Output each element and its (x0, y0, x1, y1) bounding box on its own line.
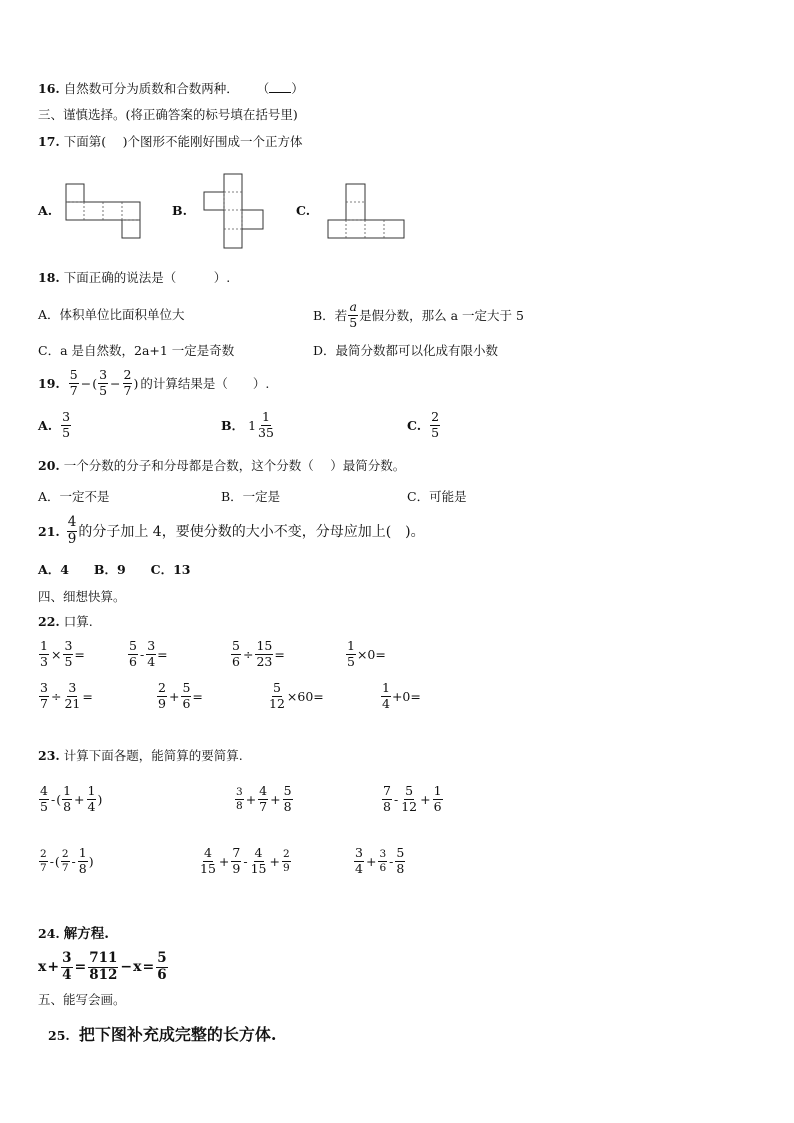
q19-option-a: A. $\frac{3}{5}$ (38, 409, 71, 440)
q18-option-b (313, 301, 524, 329)
q16-number: 16. (38, 81, 60, 96)
q22-item-1: $\frac{1}{3}$ × $\frac{3}{5}$ = (40, 638, 85, 669)
q19-number: 19. (38, 375, 60, 391)
q19-rparen: ) (133, 375, 139, 391)
q21-text: 的分子加上 4，要使分数的大小不变，分母应加上( )。 (78, 524, 425, 540)
q25-number: 25. (48, 1028, 70, 1043)
q21-options: A．4 B．9 C．13 (38, 562, 191, 577)
q17-label-c: C. (296, 203, 311, 218)
q25-line (48, 1022, 276, 1045)
q16-line (38, 81, 304, 97)
q20-line (38, 458, 405, 474)
q21-line (38, 516, 425, 546)
q20-text: 一个分数的分子和分母都是合数，这个分数（ ）最简分数。 (63, 458, 406, 473)
q20-option-c: C．可能是 (407, 489, 467, 504)
q16-answer-blank[interactable] (269, 81, 291, 93)
q23-title: 计算下面各题，能简算的要简算. (63, 748, 243, 763)
q23-item-3: $\frac{7}{8}$ - $\frac{5}{12}$ + $\frac{1}{6}$ (383, 783, 442, 814)
q23-item-5: $\frac{4}{15}$ + $\frac{7}{9}$ - $\frac{4}{15}$ + $\frac{2}{9}$ (200, 845, 290, 876)
q19-minus-1: − (80, 375, 92, 391)
q19-frac-1: $\frac{5}{7}$ (69, 367, 78, 398)
q23-number: 23. (38, 748, 60, 763)
q24-line (38, 926, 109, 942)
q18-b-num: a (349, 299, 357, 314)
q22-item-7: $\frac{5}{12}$ ×60= (269, 680, 324, 711)
q19-line (38, 369, 269, 397)
q19-frac-3: $\frac{2}{7}$ (123, 367, 132, 398)
q18-b-fraction (348, 301, 358, 329)
section4-title: 四、细想快算。 (38, 589, 126, 604)
q16-text: 自然数可分为质数和合数两种． (63, 81, 239, 96)
q18-b-suffix: 是假分数，那么 a 一定大于 5 (359, 308, 524, 323)
q18-text: 下面正确的说法是（ ）. (63, 270, 231, 285)
q25-text: 把下图补充成完整的长方体. (78, 1025, 277, 1044)
q20-number: 20. (38, 458, 60, 473)
q22-item-8: $\frac{1}{4}$ +0= (382, 680, 421, 711)
q22-item-3: $\frac{5}{6}$ ÷ $\frac{15}{23}$ = (232, 638, 285, 669)
q17-net-b (202, 172, 268, 252)
q19-option-c: C. $\frac{2}{5}$ (407, 409, 440, 440)
q16-paren-close: ） (291, 81, 304, 96)
q18-number: 18. (38, 270, 60, 285)
q19-option-b: B． 1 $\frac{1}{35}$ (221, 409, 274, 440)
q19-minus-2: − (110, 375, 121, 391)
section5-title: 五、能写会画。 (38, 992, 126, 1007)
q21-frac: $\frac{4}{9}$ (67, 514, 77, 547)
q22-item-6: $\frac{2}{9}$ + $\frac{5}{6}$ = (158, 680, 203, 711)
q17-label-a: A. (38, 203, 53, 218)
q19-lparen: ( (92, 375, 98, 391)
q17-number: 17. (38, 134, 60, 149)
q18-b-den: 5 (349, 314, 358, 330)
q24-number: 24. (38, 926, 60, 941)
q17-text: 下面第( )个图形不能刚好围成一个正方体 (63, 134, 303, 149)
q22-item-5: $\frac{3}{7}$ ÷ $\frac{3}{21}$ = (40, 680, 93, 711)
q23-item-4: $\frac{2}{7}$ - ( $\frac{2}{7}$ - $\frac{1}{8}$ ) (40, 845, 94, 876)
q18-line (38, 270, 230, 286)
q17-net-a (64, 182, 144, 240)
q17-net-c (326, 182, 408, 242)
q23-line (38, 748, 243, 764)
q24-title: 解方程. (63, 926, 109, 942)
q17-label-b: B. (172, 203, 187, 218)
q16-paren-open: （ (256, 81, 270, 96)
q19-frac-2: $\frac{3}{5}$ (99, 367, 108, 398)
q22-item-2: $\frac{5}{6}$ - $\frac{3}{4}$ = (129, 638, 168, 669)
q22-item-4: $\frac{1}{5}$ ×0= (347, 638, 386, 669)
q19-suffix: 的计算结果是（ ）. (140, 376, 270, 391)
q23-item-1: $\frac{4}{5}$ - ( $\frac{1}{8}$ + $\frac{1}{4}$ ) (40, 783, 103, 814)
q20-option-b: B．一定是 (221, 489, 281, 504)
q23-item-2: $\frac{3}{8}$ + $\frac{4}{7}$ + $\frac{5}{8}$ (236, 783, 292, 814)
section3-title: 三、谨慎选择。(将正确答案的标号填在括号里) (38, 107, 298, 122)
q18-option-d: D．最简分数都可以化成有限小数 (313, 343, 499, 358)
q23-item-6: $\frac{3}{4}$ + $\frac{3}{6}$ - $\frac{5}{8}$ (355, 845, 405, 876)
q22-number: 22. (38, 614, 60, 629)
q18-option-a: A．体积单位比面积单位大 (38, 307, 185, 322)
q19-c-frac: $\frac{2}{5}$ (431, 409, 440, 440)
q18-option-c: C．a 是自然数，2a+1 一定是奇数 (38, 343, 235, 358)
q17-line (38, 134, 302, 150)
q19-b-whole: 1 (248, 417, 257, 433)
q22-line (38, 614, 93, 630)
q19-a-frac: $\frac{3}{5}$ (62, 409, 71, 440)
q21-number: 21. (38, 523, 60, 539)
q18-b-prefix: B．若 (313, 308, 348, 323)
q20-option-a: A．一定不是 (38, 489, 110, 504)
q19-b-frac: $\frac{1}{35}$ (258, 409, 274, 440)
q22-title: 口算. (63, 614, 93, 629)
q24-equation: x + $\frac{3}{4}$ = $\frac{711}{812}$ − x = $\frac{5}{6}$ (38, 950, 167, 983)
